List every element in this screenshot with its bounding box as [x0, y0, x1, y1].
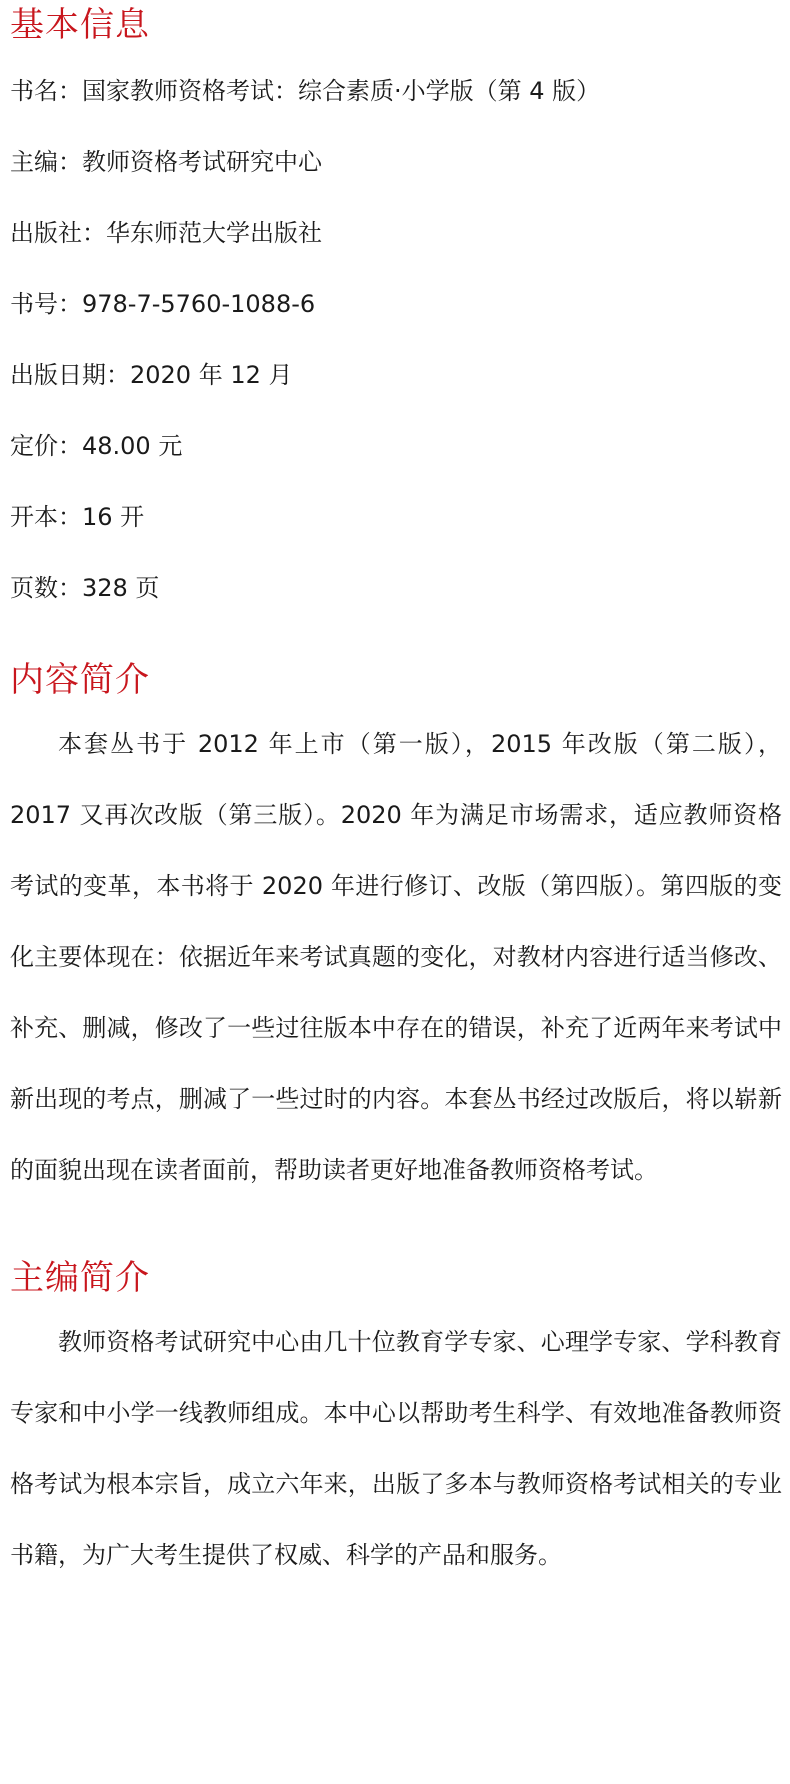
basic-info-section: [10, 0, 782, 600]
format-line: 开本：16 开: [10, 503, 145, 531]
publish-date-line: 出版日期：2020 年 12 月: [10, 361, 293, 389]
page-count-line: 页数：328 页: [10, 574, 160, 602]
price-line: 定价：48.00 元: [10, 432, 183, 460]
book-title-line: 书名：国家教师资格考试：综合素质·小学版（第 4 版）: [10, 77, 601, 105]
content-intro-heading: 内容简介: [10, 660, 150, 700]
publisher-line: 出版社：华东师范大学出版社: [10, 219, 322, 247]
editor-line: 主编：教师资格考试研究中心: [10, 148, 322, 176]
editor-intro-paragraph: 教师资格考试研究中心由几十位教育学专家、心理学专家、学科教育专家和中小学一线教师组成。本中心以帮助考生科学、有效地准备教师资格考试为根本宗旨，成立六年来，出版了多本与教师资格考试相关的专业书籍，为广大考生提供了权威、科学的产品和服务。: [10, 1328, 782, 1569]
content-intro-section: [10, 660, 782, 1206]
content-intro-paragraph: 本套丛书于 2012 年上市（第一版），2015 年改版（第二版），2017 又再次改版（第三版）。2020 年为满足市场需求，适应教师资格考试的变革，本书将于 2020 年进行修订、改版（第四版）。第四版的变化主要体现在：依据近年来考试真题的变化，对教材内容进行适当修改、补充、删减，修改了一些过往版本中存在的错误，补充了近两年来考试中新出现的考点，删减了一些过时的内容。本套丛书经过改版后，将以崭新的面貌出现在读者面前，帮助读者更好地准备教师资格考试。: [10, 730, 782, 1184]
basic-info-heading: 基本信息: [10, 5, 150, 45]
isbn-line: 书号：978-7-5760-1088-6: [10, 290, 316, 318]
editor-intro-section: [10, 1258, 782, 1591]
editor-intro-heading: 主编简介: [10, 1258, 150, 1298]
